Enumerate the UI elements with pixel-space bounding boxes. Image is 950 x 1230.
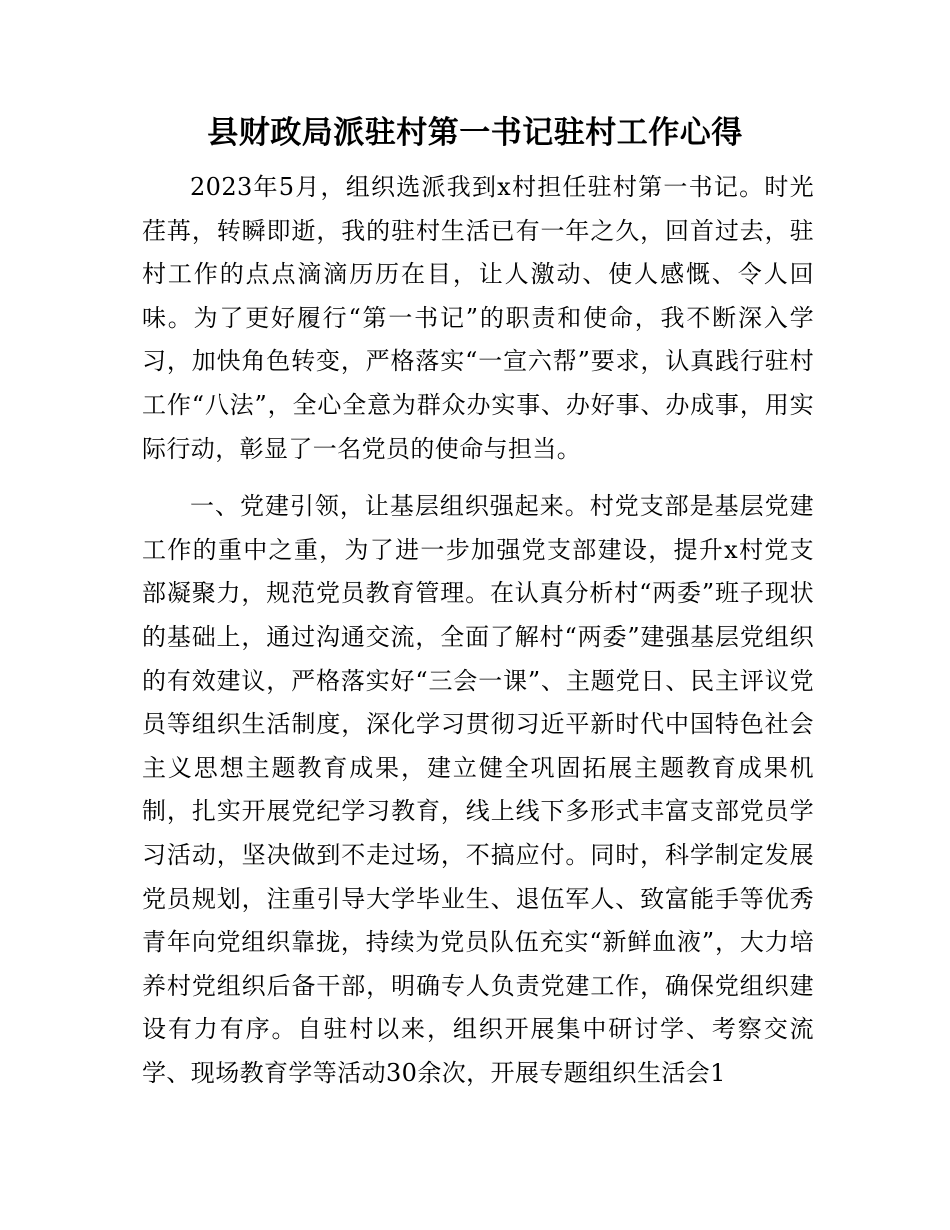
document-title: 县财政局派驻村第一书记驻村工作心得	[207, 115, 743, 151]
paragraph-intro: 2023年5月，组织选派我到x村担任驻村第一书记。时光荏苒，转瞬即逝，我的驻村生活已有一年之久，回首过去，驻村工作的点点滴滴历历在目，让人激动、使人感慨、令人回味。为了更好履行“第一书记”的职责和使命，我不断深入学习，加快角色转变，严格落实“一宣六帮”要求，认真践行驻村工作“八法”，全心全意为群众办实事、办好事、办成事，用实际行动，彰显了一名党员的使命与担当。	[142, 173, 814, 463]
document-body	[142, 166, 814, 1095]
paragraph-section-one: 一、党建引领，让基层组织强起来。村党支部是基层党建工作的重中之重，为了进一步加强党支部建设，提升x村党支部凝聚力，规范党员教育管理。在认真分析村“两委”班子现状的基础上，通过沟通交流，全面了解村“两委”建强基层党组织的有效建议，严格落实好“三会一课”、主题党日、民主评议党员等组织生活制度，深化学习贯彻习近平新时代中国特色社会主义思想主题教育成果，建立健全巩固拓展主题教育成果机制，扎实开展党纪学习教育，线上线下多形式丰富支部党员学习活动，坚决做到不走过场，不搞应付。同时，科学制定发展党员规划，注重引导大学毕业生、退伍军人、致富能手等优秀青年向党组织靠拢，持续为党员队伍充实“新鲜血液”，大力培养村党组织后备干部，明确专人负责党建工作，确保党组织建设有力有序。自驻村以来，组织开展集中研讨学、考察交流学、现场教育学等活动30余次，开展专题组织生活会1	[142, 492, 814, 1087]
